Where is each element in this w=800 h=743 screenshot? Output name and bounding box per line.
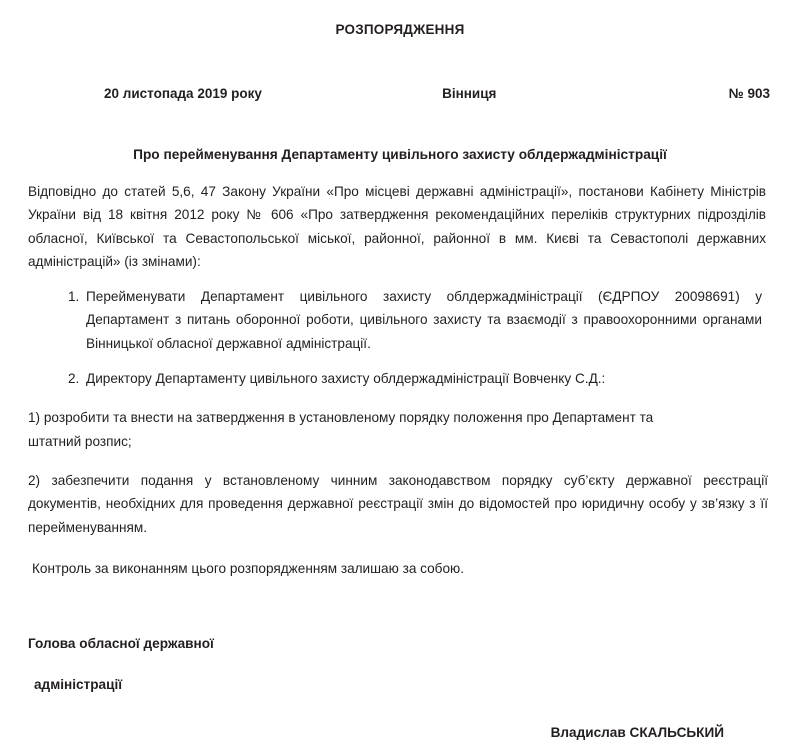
preamble-paragraph: Відповідно до статей 5,6, 47 Закону України «Про місцеві державні адміністрації», постанови Кабінету Міністрів України від 18 квітня 2012 року № 606 «Про затвердження рекомендаційних переліків структурних підрозділів обласної, Київської та Севастопольської міської, районної, районної в мм. Києві та Севастополі державних адміністрацій» (із змінами): [28, 184, 766, 269]
list-item-marker: 1. [68, 289, 80, 305]
signatory-name: Владислав СКАЛЬСЬКИЙ [550, 725, 724, 741]
document-subject: Про перейменування Департаменту цивільного захисту облдержадміністрації [133, 147, 667, 162]
list-item-text: Перейменувати Департамент цивільного захисту облдержадміністрації (ЄДРПОУ 20098691) у Департамент з питань оборонної роботи, цивільного захисту та взаємодії з правоохоронними органами Вінницької обласної державної адміністрації. [86, 289, 762, 351]
subitem-line: 1) розробити та внести на затвердження в установленому порядку положення про Департамент та [28, 410, 654, 426]
signature-block [24, 636, 776, 740]
subitem-paragraph-2: 2) забезпечити подання у встановленому чинним законодавством порядку суб’єкту державної реєстрації документів, необхідних для проведення державної реєстрації змін до відомостей про юридичну особу у зв’язку з її перейменуванням. [28, 472, 768, 535]
signatory-role-line-1: Голова обласної державної [28, 636, 214, 652]
subitem-paragraph-1 [24, 406, 776, 453]
document-title: РОЗПОРЯДЖЕННЯ [335, 22, 465, 37]
ordered-items-list [24, 285, 776, 390]
document-date: 20 листопада 2019 року [104, 86, 262, 101]
list-item-marker: 2. [68, 371, 80, 387]
document-number: № 903 [728, 86, 770, 101]
control-statement: Контроль за виконанням цього розпорядженням залишаю за собою. [32, 560, 464, 576]
list-item [68, 367, 762, 390]
document-meta-row [24, 86, 776, 101]
list-item [68, 285, 762, 355]
document-city: Вінниця [442, 86, 497, 101]
list-item-text: Директору Департаменту цивільного захисту облдержадміністрації Вовченку С.Д.: [86, 371, 606, 387]
signatory-role-line-2: адміністрації [34, 677, 123, 693]
subitem-line-continued: штатний розпис; [28, 433, 132, 449]
